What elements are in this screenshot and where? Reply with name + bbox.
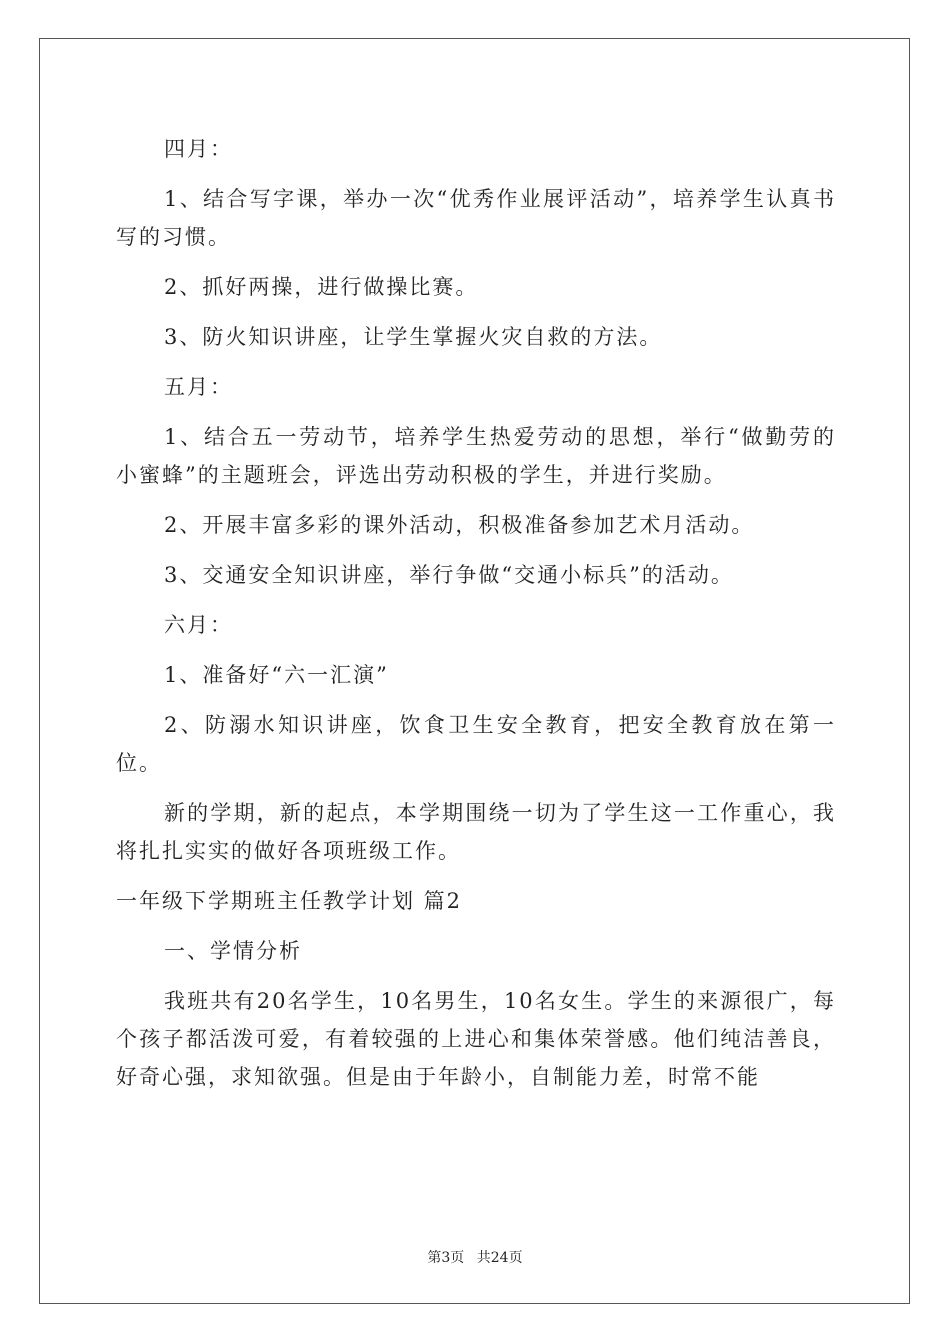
paragraph: 1、准备好“六一汇演” — [164, 663, 389, 687]
heading-may: 五月： — [164, 375, 233, 399]
paragraph: 我班共有20名学生，10名男生，10名女生。学生的来源很广，每个孩子都活泼可爱，有着较强的上进心和集体荣誉感。他们纯洁善良，好奇心强，求知欲强。但是由于年龄小，自制能力差，时常不能 — [116, 989, 836, 1089]
paragraph: 3、防火知识讲座，让学生掌握火灾自救的方法。 — [164, 325, 663, 349]
paragraph: 新的学期，新的起点，本学期围绕一切为了学生这一工作重心，我将扎扎实实的做好各项班级工作。 — [116, 801, 836, 863]
page-number: 第3页 — [427, 1250, 465, 1266]
paragraph: 1、结合写字课，举办一次“优秀作业展评活动”，培养学生认真书写的习惯。 — [116, 187, 836, 249]
heading-june: 六月： — [164, 613, 233, 637]
paragraph: 3、交通安全知识讲座，举行争做“交通小标兵”的活动。 — [164, 563, 734, 587]
document-body — [116, 130, 836, 1096]
subsection-heading: 一、学情分析 — [164, 939, 302, 963]
heading-april: 四月： — [164, 137, 233, 161]
page-total: 共24页 — [476, 1250, 523, 1266]
paragraph: 2、防溺水知识讲座，饮食卫生安全教育，把安全教育放在第一位。 — [116, 713, 836, 775]
paragraph: 1、结合五一劳动节，培养学生热爱劳动的思想，举行“做勤劳的小蜜蜂”的主题班会，评选出劳动积极的学生，并进行奖励。 — [116, 425, 836, 487]
paragraph: 2、抓好两操，进行做操比赛。 — [164, 275, 479, 299]
page-footer — [0, 1247, 950, 1267]
paragraph: 2、开展丰富多彩的课外活动，积极准备参加艺术月活动。 — [164, 513, 755, 537]
section-title: 一年级下学期班主任教学计划 篇2 — [116, 889, 463, 913]
